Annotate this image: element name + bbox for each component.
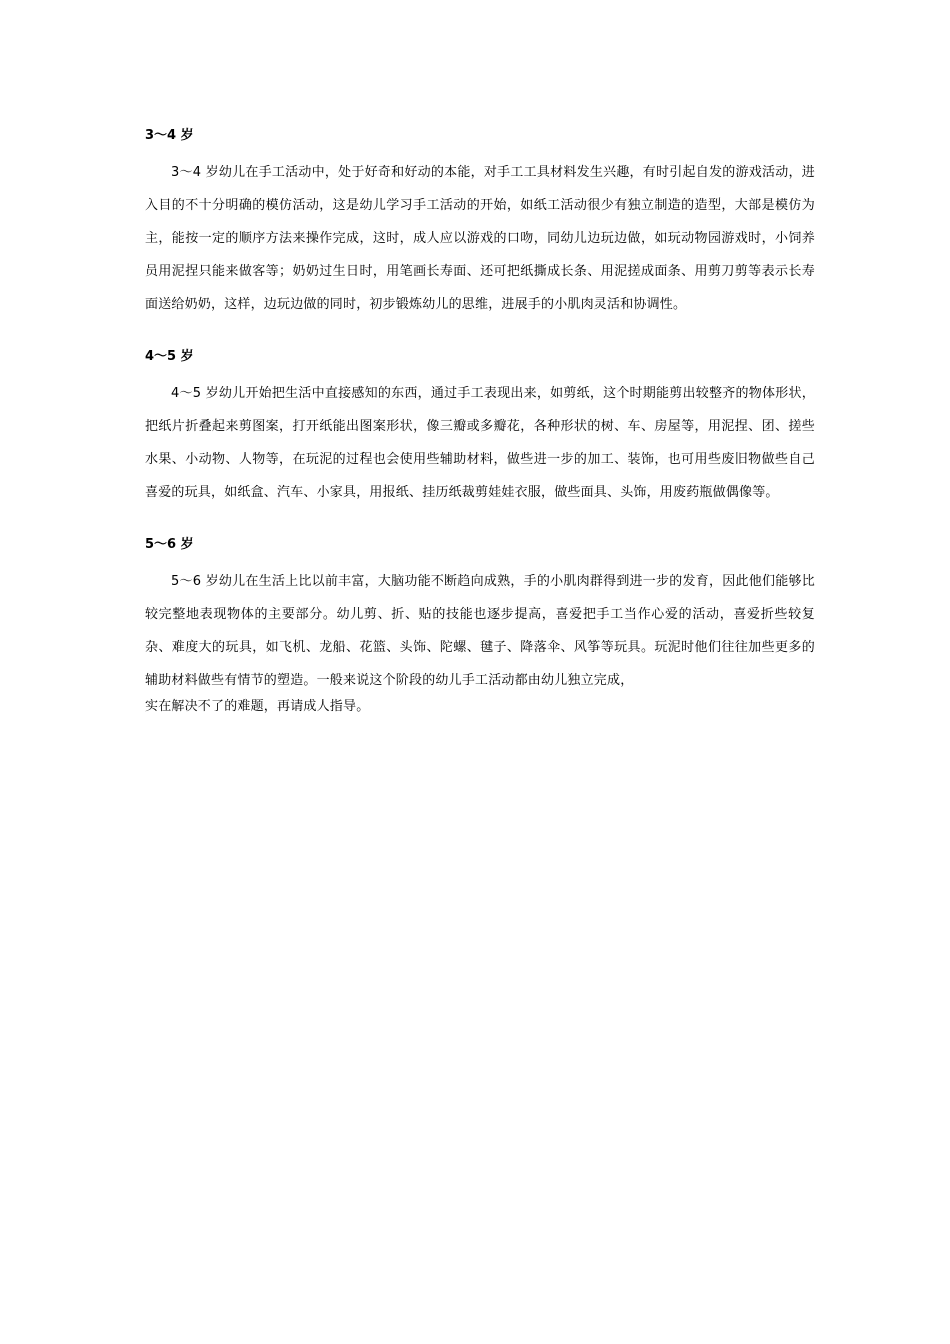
paragraph-lead-age: 5～6 [171,574,202,589]
section-age-4-5 [145,347,815,509]
section-heading: 5～6 岁 [145,537,194,552]
section-paragraph [145,377,815,509]
section-age-5-6 [145,535,815,717]
section-paragraph-tail: 实在解决不了的难题，再请成人指导。 [145,699,370,714]
document-body [145,126,815,717]
paragraph-text: 岁幼儿开始把生活中直接感知的东西，通过手工表现出来，如剪纸，这个时期能剪出较整齐的物体形状，把纸片折叠起来剪图案，打开纸能出图案形状，像三瓣或多瓣花，各种形状的树、车、房屋等，用泥捏、团、搓些水果、小动物、人物等，在玩泥的过程也会使用些辅助材料，做些进一步的加工、装饰，也可用些废旧物做些自己喜爱的玩具，如纸盒、汽车、小家具，用报纸、挂历纸裁剪娃娃衣服，做些面具、头饰，用废药瓶做偶像等。 [145,386,815,500]
section-age-3-4 [145,126,815,321]
paragraph-text: 岁幼儿在生活上比以前丰富，大脑功能不断趋向成熟，手的小肌肉群得到进一步的发育，因此他们能够比较完整地表现物体的主要部分。幼儿剪、折、贴的技能也逐步提高，喜爱把手工当作心爱的活动，喜爱折些较复杂、难度大的玩具，如飞机、龙船、花篮、头饰、陀螺、毽子、降落伞、风筝等玩具。玩泥时他们往往加些更多的辅助材料做些有情节的塑造。一般来说这个阶段的幼儿手工活动都由幼儿独立完成， [145,574,815,688]
paragraph-lead-age: 3～4 [171,165,202,180]
paragraph-lead-age: 4～5 [171,386,202,401]
section-paragraph [145,156,815,321]
paragraph-text: 岁幼儿在手工活动中，处于好奇和好动的本能，对手工工具材料发生兴趣，有时引起自发的游戏活动，进入目的不十分明确的模仿活动，这是幼儿学习手工活动的开始，如纸工活动很少有独立制造的造型，大部是模仿为主，能按一定的顺序方法来操作完成，这时，成人应以游戏的口吻，同幼儿边玩边做，如玩动物园游戏时，小饲养员用泥捏只能来做客等；奶奶过生日时，用笔画长寿面、还可把纸撕成长条、用泥搓成面条、用剪刀剪等表示长寿面送给奶奶，这样，边玩边做的同时，初步锻炼幼儿的思维，进展手的小肌肉灵活和协调性。 [145,165,815,312]
section-heading: 4～5 岁 [145,349,194,364]
section-paragraph [145,565,815,697]
section-heading: 3～4 岁 [145,128,194,143]
